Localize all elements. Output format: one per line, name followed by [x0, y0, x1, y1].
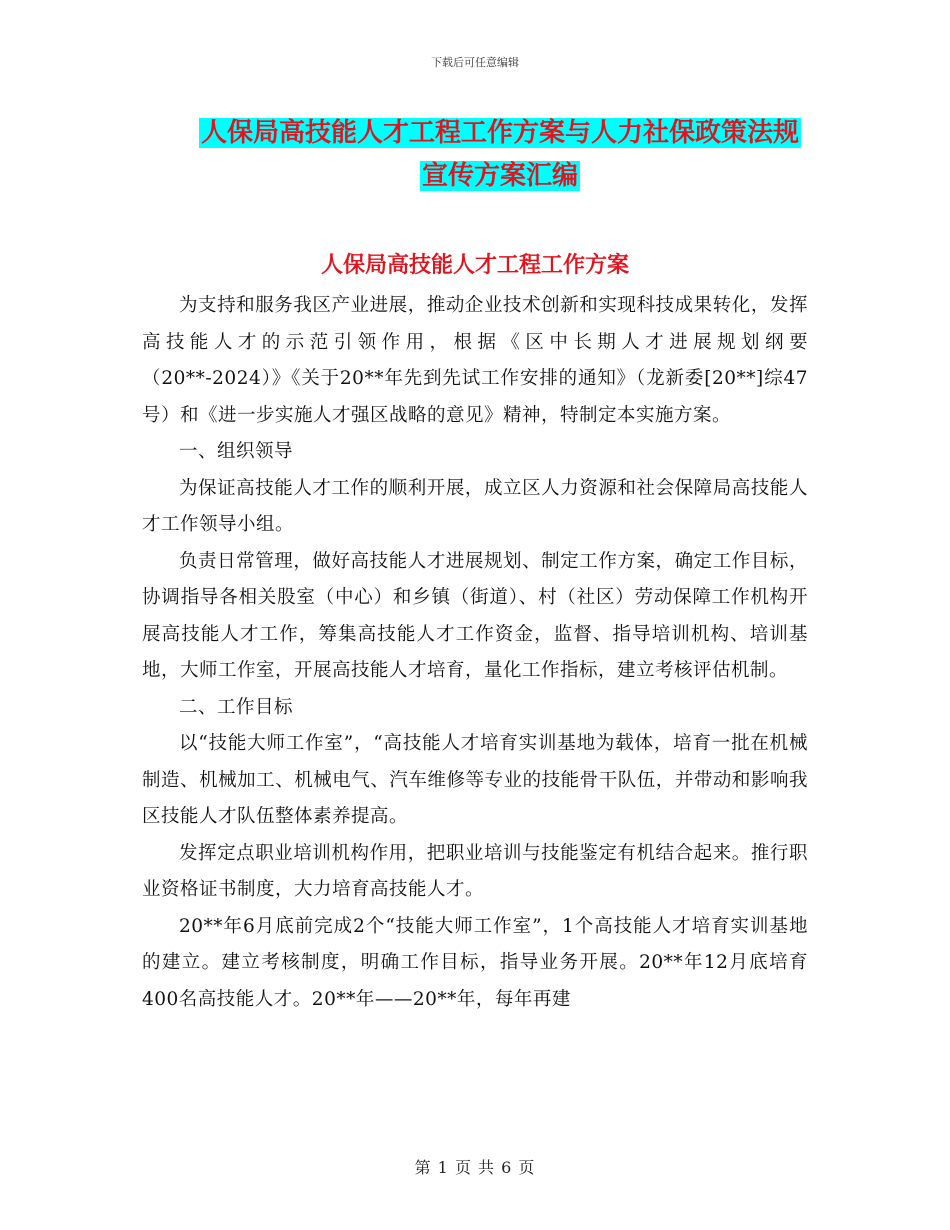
document-title: [150, 112, 850, 198]
document-title-line2: 宣传方案汇编: [421, 161, 578, 191]
heading-work-goals: 二、工作目标: [179, 696, 294, 718]
paragraph-leadership-group: 为保证高技能人才工作的顺利开展，成立区人力资源和社会保障局高技能人才工作领导小组。: [142, 477, 808, 535]
paragraph-timeline: 20**年6月底前完成2个“技能大师工作室”，1个高技能人才培育实训基地的建立。建立考核制度，明确工作目标，指导业务开展。20**年12月底培育400名高技能人才。20**年——20**年，每年再建: [142, 915, 808, 1010]
paragraph-intro: 为支持和服务我区产业进展，推动企业技术创新和实现科技成果转化，发挥高技能人才的示范引领作用，根据《区中长期人才进展规划纲要（20**-2024）》《关于20**年先到先试工作安排的通知》（龙新委[20**]综47号）和《进一步实施人才强区战略的意见》精神，特制定本实施方案。: [142, 295, 808, 426]
page-footer: 第 1 页 共 6 页: [414, 1158, 536, 1177]
body-text: [142, 288, 808, 1018]
paragraph-daily-management: 负责日常管理，做好高技能人才进展规划、制定工作方案，确定工作目标，协调指导各相关股室（中心）和乡镇（街道）、村（社区）劳动保障工作机构开展高技能人才工作，筹集高技能人才工作资金，监督、指导培训机构、培训基地，大师工作室，开展高技能人才培育，量化工作指标，建立考核评估机制。: [142, 550, 808, 681]
section-title: 人保局高技能人才工程工作方案: [320, 253, 629, 278]
paragraph-vocational-training: 发挥定点职业培训机构作用，把职业培训与技能鉴定有机结合起来。推行职业资格证书制度，大力培育高技能人才。: [142, 842, 808, 900]
heading-organization: 一、组织领导: [179, 441, 294, 462]
paragraph-master-studio: 以“技能大师工作室”，“高技能人才培育实训基地为载体，培育一批在机械制造、机械加工、机械电气、汽车维修等专业的技能骨干队伍，并带动和影响我区技能人才队伍整体素养提高。: [142, 733, 808, 827]
header-note: 下载后可任意编辑: [431, 56, 519, 69]
document-title-line1: 人保局高技能人才工程工作方案与人力社保政策法规: [200, 118, 799, 148]
